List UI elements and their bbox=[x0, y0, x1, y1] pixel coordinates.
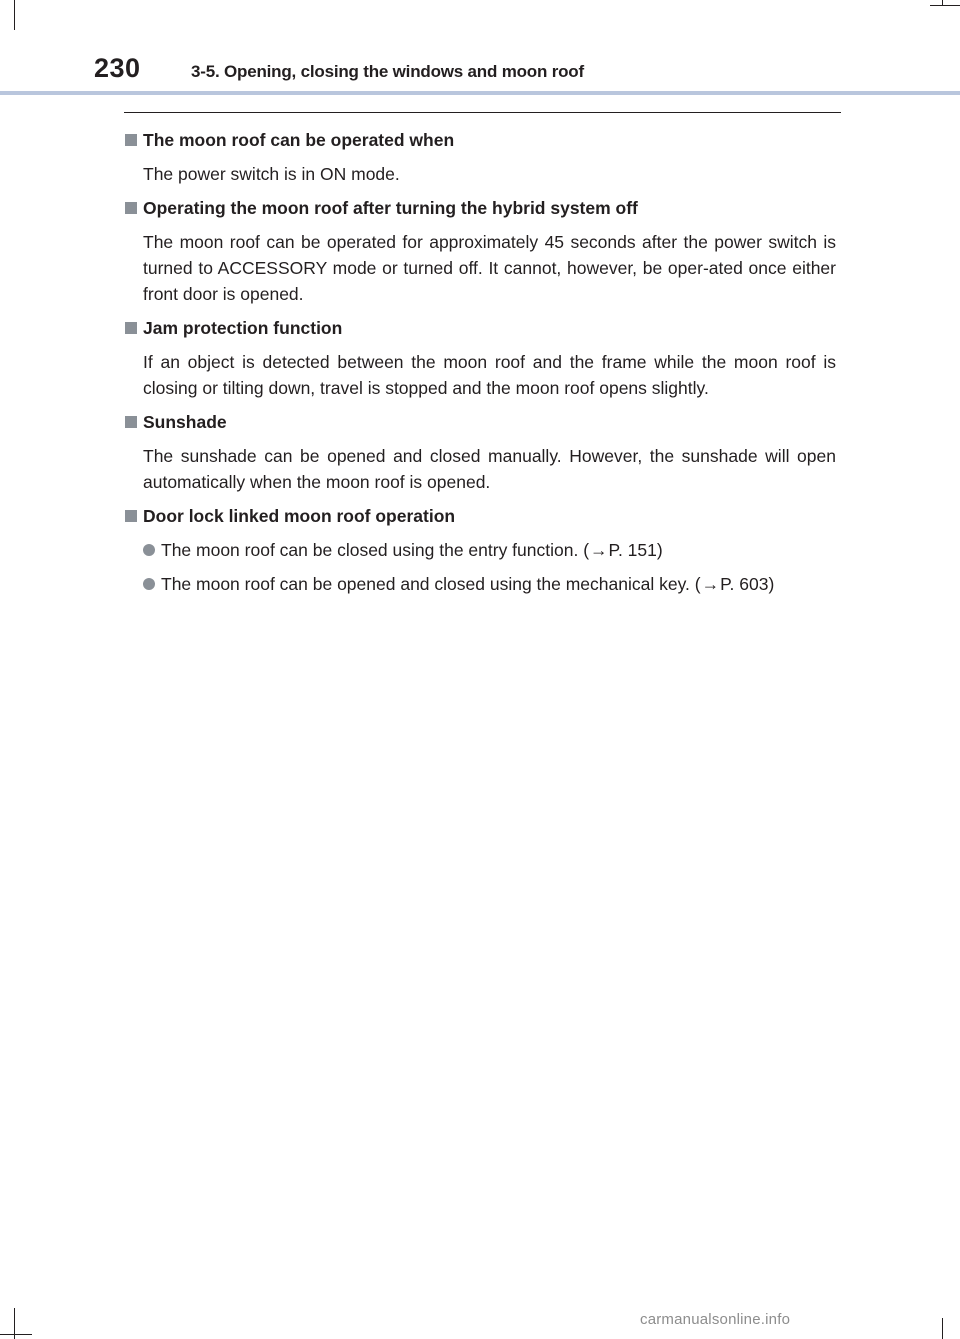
topic-body: The sunshade can be opened and closed manually. However, the sunshade will open automatically when the moon roof is opened. bbox=[143, 446, 836, 492]
watermark: carmanualsonline.info bbox=[640, 1311, 791, 1328]
page-reference-link[interactable]: P. 603 bbox=[720, 574, 769, 594]
topic-body: The power switch is in ON mode. bbox=[143, 164, 400, 184]
topic-after-hybrid-off bbox=[124, 195, 836, 307]
crop-mark bbox=[942, 1318, 943, 1339]
content-divider bbox=[124, 112, 841, 113]
topic-heading bbox=[124, 195, 836, 221]
section-title: 3-5. Opening, closing the windows and moon roof bbox=[191, 62, 584, 81]
page-number: 230 bbox=[94, 53, 141, 83]
square-icon bbox=[125, 202, 137, 214]
topic-heading-text: Jam protection function bbox=[143, 318, 343, 338]
topic-heading bbox=[124, 503, 836, 529]
topic-heading-text: Operating the moon roof after turning the hybrid system off bbox=[143, 198, 638, 218]
bullet-item bbox=[143, 571, 836, 597]
topic-heading bbox=[124, 127, 836, 153]
header-rule bbox=[0, 91, 960, 95]
topic-operating-conditions bbox=[124, 127, 836, 187]
topic-body: If an object is detected between the moon roof and the frame while the moon roof is closing or tilting down, travel is stopped and the moon roof opens slightly. bbox=[143, 352, 836, 398]
topic-body: The moon roof can be operated for approximately 45 seconds after the power switch is turned to ACCESSORY mode or turned off. It cannot, however, be oper-ated once either front door is opened. bbox=[143, 232, 836, 304]
topic-heading bbox=[124, 315, 836, 341]
topic-door-lock-linked bbox=[124, 503, 836, 597]
bullet-close: ) bbox=[768, 574, 775, 594]
crop-mark bbox=[0, 1334, 32, 1335]
topic-heading-text: Door lock linked moon roof operation bbox=[143, 506, 456, 526]
square-icon bbox=[125, 510, 137, 522]
circle-icon bbox=[143, 578, 155, 590]
arrow-right-icon: → bbox=[590, 540, 608, 560]
page-header bbox=[0, 0, 960, 96]
circle-icon bbox=[143, 544, 155, 556]
square-icon bbox=[125, 134, 137, 146]
bullet-text: The moon roof can be closed using the entry function. ( bbox=[161, 540, 590, 560]
topic-heading bbox=[124, 409, 836, 435]
square-icon bbox=[125, 322, 137, 334]
bullet-close: ) bbox=[656, 540, 663, 560]
bullet-item bbox=[143, 537, 836, 563]
bullet-text: The moon roof can be opened and closed using the mechanical key. ( bbox=[161, 574, 701, 594]
topic-jam-protection bbox=[124, 315, 836, 401]
page-content bbox=[124, 127, 836, 605]
topic-heading-text: Sunshade bbox=[143, 412, 227, 432]
topic-heading-text: The moon roof can be operated when bbox=[143, 130, 455, 150]
arrow-right-icon: → bbox=[701, 574, 720, 594]
square-icon bbox=[125, 416, 137, 428]
topic-sunshade bbox=[124, 409, 836, 495]
page-reference-link[interactable]: P. 151 bbox=[608, 540, 657, 560]
